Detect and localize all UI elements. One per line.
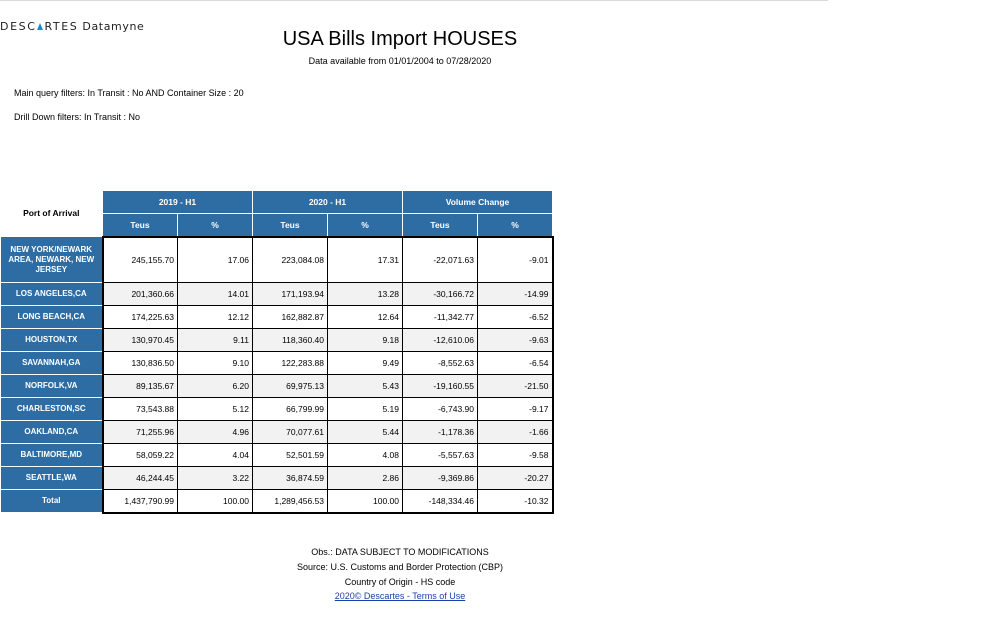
value-cell: 4.04	[178, 444, 253, 467]
drill-down-filters: Drill Down filters: In Transit : No	[14, 112, 141, 122]
port-name-cell: LONG BEACH,CA	[1, 306, 103, 329]
logo-name: Datamyne	[82, 20, 145, 33]
table-row	[1, 329, 553, 352]
value-cell: 17.31	[328, 237, 403, 283]
value-cell: -8,552.63	[403, 352, 478, 375]
table-row	[1, 444, 553, 467]
value-cell: 9.11	[178, 329, 253, 352]
port-name-cell: BALTIMORE,MD	[1, 444, 103, 467]
table-row	[1, 306, 553, 329]
value-cell: -1,178.36	[403, 421, 478, 444]
value-cell: 162,882.87	[253, 306, 328, 329]
port-name-cell: LOS ANGELES,CA	[1, 283, 103, 306]
value-cell: 36,874.59	[253, 467, 328, 490]
value-cell: -6.52	[478, 306, 553, 329]
value-cell: -6,743.90	[403, 398, 478, 421]
logo-brand-pre: DESC	[0, 20, 37, 33]
value-cell: 130,836.50	[103, 352, 178, 375]
value-cell: -11,342.77	[403, 306, 478, 329]
value-cell: 9.18	[328, 329, 403, 352]
value-cell: 89,135.67	[103, 375, 178, 398]
value-cell: -19,160.55	[403, 375, 478, 398]
value-cell: 100.00	[328, 490, 403, 513]
footer-source: Source: U.S. Customs and Border Protection (CBP)	[296, 562, 504, 572]
terms-of-use-link[interactable]: 2020© Descartes - Terms of Use	[334, 591, 466, 601]
value-cell: 70,077.61	[253, 421, 328, 444]
group-header-2020: 2020 - H1	[253, 191, 403, 214]
port-name-cell: NEW YORK/NEWARK AREA, NEWARK, NEW JERSEY	[1, 237, 103, 283]
value-cell: 1,289,456.53	[253, 490, 328, 513]
value-cell: 100.00	[178, 490, 253, 513]
table-row	[1, 352, 553, 375]
value-cell: -1.66	[478, 421, 553, 444]
subheader-pct-2020: %	[328, 214, 403, 237]
value-cell: -9.63	[478, 329, 553, 352]
report-subtitle: Data available from 01/01/2004 to 07/28/2020	[308, 56, 492, 66]
value-cell: 66,799.99	[253, 398, 328, 421]
main-query-filters: Main query filters: In Transit : No AND Container Size : 20	[14, 88, 244, 98]
value-cell: 52,501.59	[253, 444, 328, 467]
value-cell: -9.17	[478, 398, 553, 421]
value-cell: 5.19	[328, 398, 403, 421]
table-total-row	[1, 490, 553, 513]
subheader-pct-2019: %	[178, 214, 253, 237]
value-cell: -6.54	[478, 352, 553, 375]
value-cell: 69,975.13	[253, 375, 328, 398]
ports-table	[0, 190, 554, 514]
value-cell: 73,543.88	[103, 398, 178, 421]
value-cell: -14.99	[478, 283, 553, 306]
table-row	[1, 398, 553, 421]
value-cell: 12.12	[178, 306, 253, 329]
value-cell: 5.43	[328, 375, 403, 398]
value-cell: -12,610.06	[403, 329, 478, 352]
port-name-cell: NORFOLK,VA	[1, 375, 103, 398]
table-row	[1, 421, 553, 444]
subheader-pct-change: %	[478, 214, 553, 237]
value-cell: 13.28	[328, 283, 403, 306]
value-cell: 118,360.40	[253, 329, 328, 352]
value-cell: 12.64	[328, 306, 403, 329]
value-cell: 17.06	[178, 237, 253, 283]
value-cell: 9.10	[178, 352, 253, 375]
port-name-cell: Total	[1, 490, 103, 513]
value-cell: 58,059.22	[103, 444, 178, 467]
value-cell: 171,193.94	[253, 283, 328, 306]
port-name-cell: SAVANNAH,GA	[1, 352, 103, 375]
table-row	[1, 467, 553, 490]
value-cell: -21.50	[478, 375, 553, 398]
group-header-volume-change: Volume Change	[403, 191, 553, 214]
port-name-cell: OAKLAND,CA	[1, 421, 103, 444]
value-cell: -30,166.72	[403, 283, 478, 306]
footer-origin: Country of Origin - HS code	[344, 577, 456, 587]
value-cell: -9.58	[478, 444, 553, 467]
value-cell: 4.08	[328, 444, 403, 467]
top-divider	[0, 0, 828, 1]
subheader-teus-2019: Teus	[103, 214, 178, 237]
value-cell: 1,437,790.99	[103, 490, 178, 513]
footer-obs: Obs.: DATA SUBJECT TO MODIFICATIONS	[311, 547, 489, 557]
value-cell: -5,557.63	[403, 444, 478, 467]
logo-triangle-icon	[37, 23, 43, 30]
value-cell: -148,334.46	[403, 490, 478, 513]
value-cell: 3.22	[178, 467, 253, 490]
descartes-logo	[0, 20, 144, 33]
subheader-teus-change: Teus	[403, 214, 478, 237]
value-cell: -20.27	[478, 467, 553, 490]
value-cell: 130,970.45	[103, 329, 178, 352]
port-name-cell: CHARLESTON,SC	[1, 398, 103, 421]
port-name-cell: HOUSTON,TX	[1, 329, 103, 352]
value-cell: 245,155.70	[103, 237, 178, 283]
value-cell: 122,283.88	[253, 352, 328, 375]
value-cell: 14.01	[178, 283, 253, 306]
group-header-2019: 2019 - H1	[103, 191, 253, 214]
value-cell: 201,360.66	[103, 283, 178, 306]
port-name-cell: SEATTLE,WA	[1, 467, 103, 490]
table-row	[1, 375, 553, 398]
subheader-teus-2020: Teus	[253, 214, 328, 237]
port-of-arrival-header: Port of Arrival	[1, 191, 103, 237]
value-cell: 223,084.08	[253, 237, 328, 283]
value-cell: 6.20	[178, 375, 253, 398]
value-cell: -22,071.63	[403, 237, 478, 283]
value-cell: 46,244.45	[103, 467, 178, 490]
table-row	[1, 283, 553, 306]
value-cell: 71,255.96	[103, 421, 178, 444]
value-cell: 9.49	[328, 352, 403, 375]
value-cell: -9,369.86	[403, 467, 478, 490]
value-cell: 174,225.63	[103, 306, 178, 329]
value-cell: -10.32	[478, 490, 553, 513]
value-cell: 2.86	[328, 467, 403, 490]
table-row	[1, 237, 553, 283]
value-cell: -9.01	[478, 237, 553, 283]
value-cell: 5.12	[178, 398, 253, 421]
value-cell: 5.44	[328, 421, 403, 444]
value-cell: 4.96	[178, 421, 253, 444]
logo-brand-post: RTES	[44, 20, 79, 33]
report-title: USA Bills Import HOUSES	[282, 28, 518, 50]
